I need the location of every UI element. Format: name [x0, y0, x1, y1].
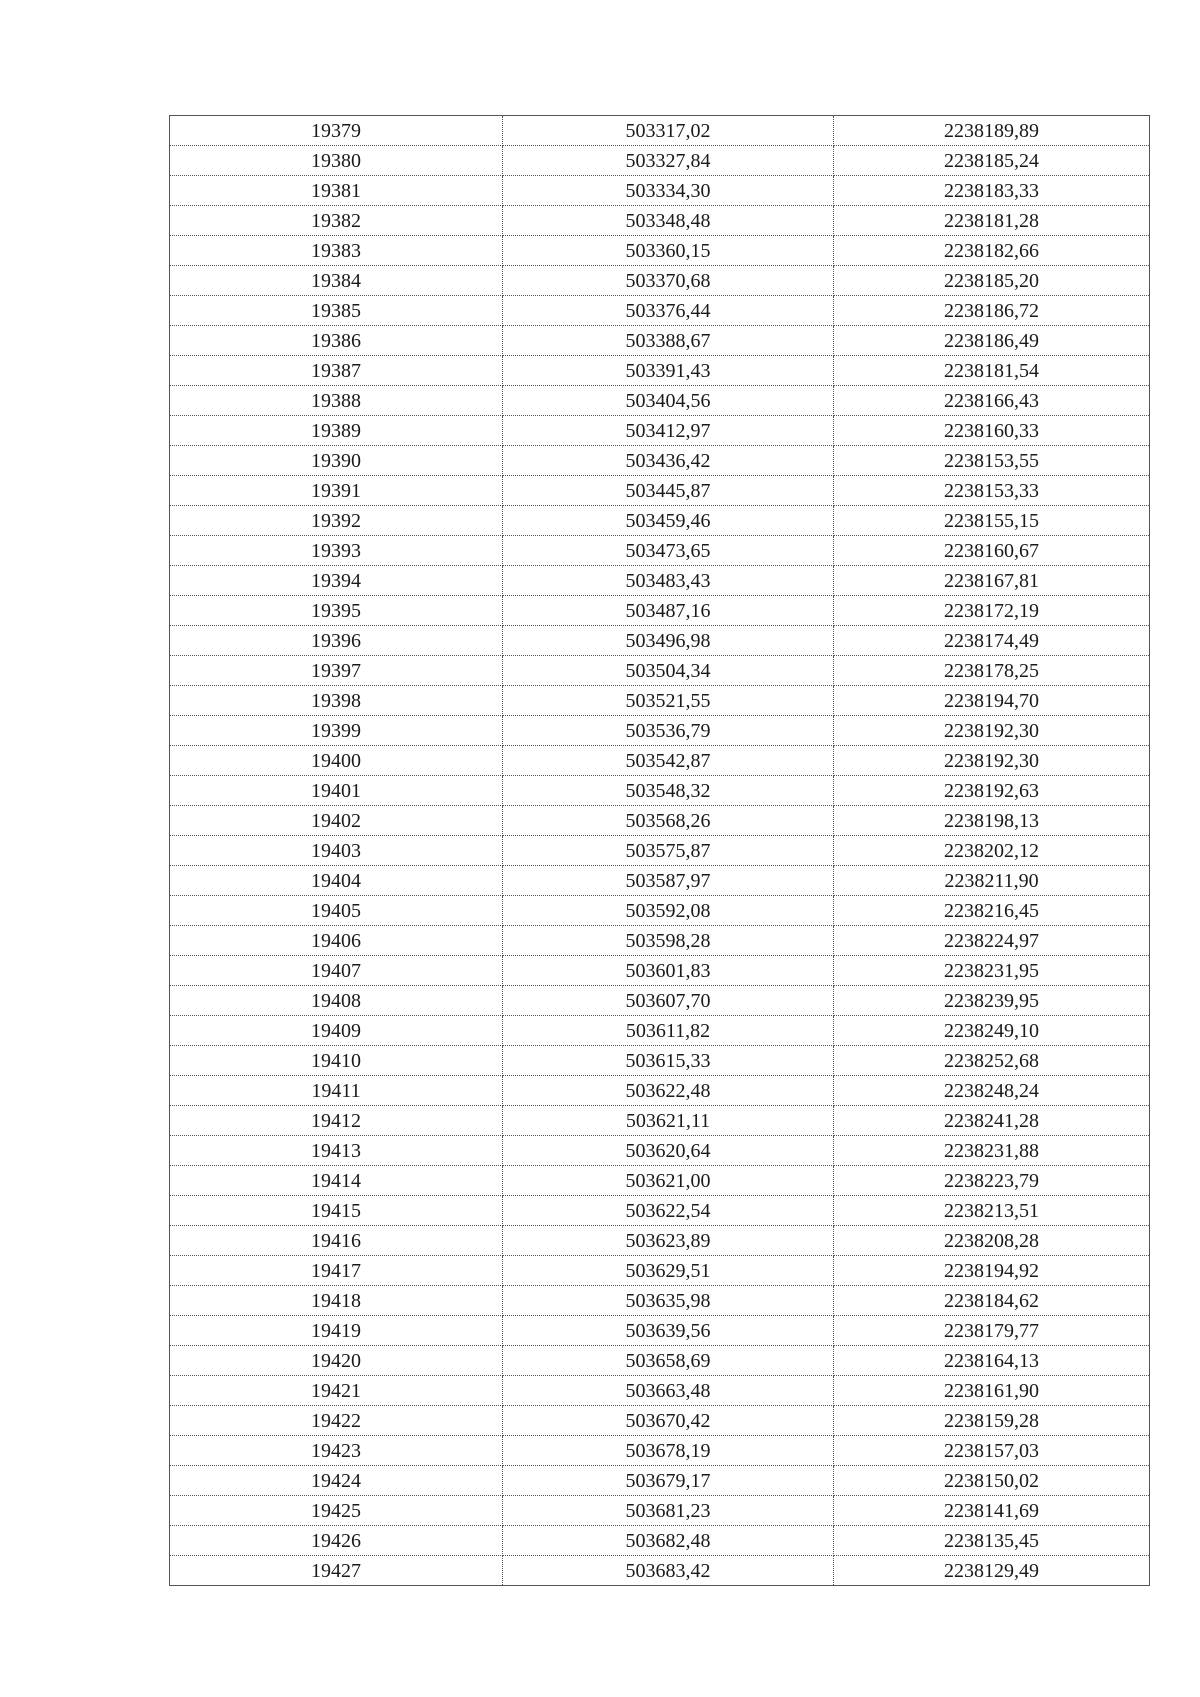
- y-coordinate-cell: 2238141,69: [834, 1496, 1150, 1526]
- table-row: [170, 1436, 1150, 1466]
- point-number-cell: 19382: [170, 206, 503, 236]
- point-number-cell: 19401: [170, 776, 503, 806]
- table-row: [170, 266, 1150, 296]
- x-coordinate-cell: 503683,42: [503, 1556, 834, 1586]
- point-number-cell: 19385: [170, 296, 503, 326]
- point-number-cell: 19390: [170, 446, 503, 476]
- point-number-cell: 19380: [170, 146, 503, 176]
- y-coordinate-cell: 2238153,55: [834, 446, 1150, 476]
- table-row: [170, 116, 1150, 146]
- table-row: [170, 986, 1150, 1016]
- y-coordinate-cell: 2238182,66: [834, 236, 1150, 266]
- x-coordinate-cell: 503473,65: [503, 536, 834, 566]
- table-row: [170, 1556, 1150, 1586]
- x-coordinate-cell: 503348,48: [503, 206, 834, 236]
- table-row: [170, 626, 1150, 656]
- point-number-cell: 19420: [170, 1346, 503, 1376]
- y-coordinate-cell: 2238186,72: [834, 296, 1150, 326]
- y-coordinate-cell: 2238166,43: [834, 386, 1150, 416]
- point-number-cell: 19422: [170, 1406, 503, 1436]
- y-coordinate-cell: 2238194,92: [834, 1256, 1150, 1286]
- point-number-cell: 19381: [170, 176, 503, 206]
- table-row: [170, 836, 1150, 866]
- y-coordinate-cell: 2238249,10: [834, 1016, 1150, 1046]
- y-coordinate-cell: 2238181,28: [834, 206, 1150, 236]
- point-number-cell: 19421: [170, 1376, 503, 1406]
- x-coordinate-cell: 503592,08: [503, 896, 834, 926]
- y-coordinate-cell: 2238223,79: [834, 1166, 1150, 1196]
- point-number-cell: 19405: [170, 896, 503, 926]
- x-coordinate-cell: 503445,87: [503, 476, 834, 506]
- x-coordinate-cell: 503487,16: [503, 596, 834, 626]
- x-coordinate-cell: 503670,42: [503, 1406, 834, 1436]
- point-number-cell: 19396: [170, 626, 503, 656]
- x-coordinate-cell: 503536,79: [503, 716, 834, 746]
- x-coordinate-cell: 503639,56: [503, 1316, 834, 1346]
- table-row: [170, 1376, 1150, 1406]
- table-row: [170, 1196, 1150, 1226]
- point-number-cell: 19416: [170, 1226, 503, 1256]
- y-coordinate-cell: 2238192,63: [834, 776, 1150, 806]
- point-number-cell: 19392: [170, 506, 503, 536]
- table-row: [170, 446, 1150, 476]
- point-number-cell: 19388: [170, 386, 503, 416]
- point-number-cell: 19414: [170, 1166, 503, 1196]
- table-row: [170, 806, 1150, 836]
- x-coordinate-cell: 503436,42: [503, 446, 834, 476]
- table-row: [170, 596, 1150, 626]
- y-coordinate-cell: 2238186,49: [834, 326, 1150, 356]
- point-number-cell: 19406: [170, 926, 503, 956]
- y-coordinate-cell: 2238155,15: [834, 506, 1150, 536]
- y-coordinate-cell: 2238157,03: [834, 1436, 1150, 1466]
- x-coordinate-cell: 503376,44: [503, 296, 834, 326]
- x-coordinate-cell: 503621,00: [503, 1166, 834, 1196]
- y-coordinate-cell: 2238174,49: [834, 626, 1150, 656]
- point-number-cell: 19413: [170, 1136, 503, 1166]
- point-number-cell: 19417: [170, 1256, 503, 1286]
- table-row: [170, 1076, 1150, 1106]
- y-coordinate-cell: 2238211,90: [834, 866, 1150, 896]
- x-coordinate-cell: 503391,43: [503, 356, 834, 386]
- x-coordinate-cell: 503542,87: [503, 746, 834, 776]
- x-coordinate-cell: 503620,64: [503, 1136, 834, 1166]
- point-number-cell: 19394: [170, 566, 503, 596]
- y-coordinate-cell: 2238167,81: [834, 566, 1150, 596]
- point-number-cell: 19423: [170, 1436, 503, 1466]
- table-row: [170, 386, 1150, 416]
- y-coordinate-cell: 2238160,33: [834, 416, 1150, 446]
- point-number-cell: 19387: [170, 356, 503, 386]
- point-number-cell: 19397: [170, 656, 503, 686]
- point-number-cell: 19403: [170, 836, 503, 866]
- x-coordinate-cell: 503548,32: [503, 776, 834, 806]
- x-coordinate-cell: 503370,68: [503, 266, 834, 296]
- y-coordinate-cell: 2238239,95: [834, 986, 1150, 1016]
- x-coordinate-cell: 503504,34: [503, 656, 834, 686]
- table-row: [170, 1136, 1150, 1166]
- table-row: [170, 866, 1150, 896]
- x-coordinate-cell: 503496,98: [503, 626, 834, 656]
- y-coordinate-cell: 2238248,24: [834, 1076, 1150, 1106]
- y-coordinate-cell: 2238135,45: [834, 1526, 1150, 1556]
- y-coordinate-cell: 2238213,51: [834, 1196, 1150, 1226]
- point-number-cell: 19395: [170, 596, 503, 626]
- point-number-cell: 19398: [170, 686, 503, 716]
- point-number-cell: 19407: [170, 956, 503, 986]
- table-row: [170, 1496, 1150, 1526]
- table-row: [170, 1316, 1150, 1346]
- x-coordinate-cell: 503622,48: [503, 1076, 834, 1106]
- x-coordinate-cell: 503635,98: [503, 1286, 834, 1316]
- point-number-cell: 19418: [170, 1286, 503, 1316]
- y-coordinate-cell: 2238241,28: [834, 1106, 1150, 1136]
- x-coordinate-cell: 503521,55: [503, 686, 834, 716]
- table-row: [170, 1106, 1150, 1136]
- y-coordinate-cell: 2238202,12: [834, 836, 1150, 866]
- table-row: [170, 656, 1150, 686]
- table-row: [170, 776, 1150, 806]
- y-coordinate-cell: 2238153,33: [834, 476, 1150, 506]
- table-row: [170, 416, 1150, 446]
- y-coordinate-cell: 2238159,28: [834, 1406, 1150, 1436]
- y-coordinate-cell: 2238184,62: [834, 1286, 1150, 1316]
- y-coordinate-cell: 2238194,70: [834, 686, 1150, 716]
- y-coordinate-cell: 2238129,49: [834, 1556, 1150, 1586]
- coordinates-table: [169, 115, 1150, 1586]
- point-number-cell: 19426: [170, 1526, 503, 1556]
- point-number-cell: 19402: [170, 806, 503, 836]
- point-number-cell: 19393: [170, 536, 503, 566]
- table-row: [170, 686, 1150, 716]
- x-coordinate-cell: 503388,67: [503, 326, 834, 356]
- table-row: [170, 896, 1150, 926]
- table-row: [170, 1406, 1150, 1436]
- table-row: [170, 146, 1150, 176]
- table-row: [170, 506, 1150, 536]
- x-coordinate-cell: 503404,56: [503, 386, 834, 416]
- y-coordinate-cell: 2238160,67: [834, 536, 1150, 566]
- x-coordinate-cell: 503621,11: [503, 1106, 834, 1136]
- x-coordinate-cell: 503623,89: [503, 1226, 834, 1256]
- x-coordinate-cell: 503601,83: [503, 956, 834, 986]
- table-row: [170, 176, 1150, 206]
- x-coordinate-cell: 503459,46: [503, 506, 834, 536]
- table-row: [170, 926, 1150, 956]
- point-number-cell: 19409: [170, 1016, 503, 1046]
- x-coordinate-cell: 503681,23: [503, 1496, 834, 1526]
- y-coordinate-cell: 2238161,90: [834, 1376, 1150, 1406]
- point-number-cell: 19386: [170, 326, 503, 356]
- table-row: [170, 1016, 1150, 1046]
- x-coordinate-cell: 503575,87: [503, 836, 834, 866]
- x-coordinate-cell: 503663,48: [503, 1376, 834, 1406]
- point-number-cell: 19419: [170, 1316, 503, 1346]
- y-coordinate-cell: 2238216,45: [834, 896, 1150, 926]
- coordinates-table-body: [170, 116, 1150, 1586]
- table-row: [170, 1526, 1150, 1556]
- y-coordinate-cell: 2238192,30: [834, 716, 1150, 746]
- y-coordinate-cell: 2238185,20: [834, 266, 1150, 296]
- y-coordinate-cell: 2238172,19: [834, 596, 1150, 626]
- y-coordinate-cell: 2238178,25: [834, 656, 1150, 686]
- x-coordinate-cell: 503587,97: [503, 866, 834, 896]
- table-row: [170, 326, 1150, 356]
- table-row: [170, 1046, 1150, 1076]
- x-coordinate-cell: 503334,30: [503, 176, 834, 206]
- table-row: [170, 356, 1150, 386]
- y-coordinate-cell: 2238189,89: [834, 116, 1150, 146]
- table-row: [170, 476, 1150, 506]
- point-number-cell: 19410: [170, 1046, 503, 1076]
- table-row: [170, 1286, 1150, 1316]
- table-row: [170, 1166, 1150, 1196]
- y-coordinate-cell: 2238164,13: [834, 1346, 1150, 1376]
- table-row: [170, 566, 1150, 596]
- x-coordinate-cell: 503615,33: [503, 1046, 834, 1076]
- y-coordinate-cell: 2238181,54: [834, 356, 1150, 386]
- point-number-cell: 19391: [170, 476, 503, 506]
- point-number-cell: 19383: [170, 236, 503, 266]
- point-number-cell: 19404: [170, 866, 503, 896]
- x-coordinate-cell: 503607,70: [503, 986, 834, 1016]
- y-coordinate-cell: 2238208,28: [834, 1226, 1150, 1256]
- x-coordinate-cell: 503629,51: [503, 1256, 834, 1286]
- table-row: [170, 206, 1150, 236]
- y-coordinate-cell: 2238179,77: [834, 1316, 1150, 1346]
- point-number-cell: 19415: [170, 1196, 503, 1226]
- y-coordinate-cell: 2238252,68: [834, 1046, 1150, 1076]
- y-coordinate-cell: 2238183,33: [834, 176, 1150, 206]
- x-coordinate-cell: 503360,15: [503, 236, 834, 266]
- y-coordinate-cell: 2238185,24: [834, 146, 1150, 176]
- table-row: [170, 1466, 1150, 1496]
- table-row: [170, 1226, 1150, 1256]
- y-coordinate-cell: 2238198,13: [834, 806, 1150, 836]
- table-row: [170, 1256, 1150, 1286]
- x-coordinate-cell: 503682,48: [503, 1526, 834, 1556]
- table-row: [170, 1346, 1150, 1376]
- point-number-cell: 19379: [170, 116, 503, 146]
- x-coordinate-cell: 503622,54: [503, 1196, 834, 1226]
- point-number-cell: 19408: [170, 986, 503, 1016]
- y-coordinate-cell: 2238192,30: [834, 746, 1150, 776]
- point-number-cell: 19411: [170, 1076, 503, 1106]
- point-number-cell: 19427: [170, 1556, 503, 1586]
- y-coordinate-cell: 2238231,95: [834, 956, 1150, 986]
- y-coordinate-cell: 2238224,97: [834, 926, 1150, 956]
- table-row: [170, 296, 1150, 326]
- point-number-cell: 19389: [170, 416, 503, 446]
- x-coordinate-cell: 503327,84: [503, 146, 834, 176]
- x-coordinate-cell: 503611,82: [503, 1016, 834, 1046]
- x-coordinate-cell: 503412,97: [503, 416, 834, 446]
- x-coordinate-cell: 503317,02: [503, 116, 834, 146]
- x-coordinate-cell: 503483,43: [503, 566, 834, 596]
- x-coordinate-cell: 503658,69: [503, 1346, 834, 1376]
- point-number-cell: 19400: [170, 746, 503, 776]
- x-coordinate-cell: 503678,19: [503, 1436, 834, 1466]
- table-row: [170, 956, 1150, 986]
- table-row: [170, 536, 1150, 566]
- point-number-cell: 19399: [170, 716, 503, 746]
- x-coordinate-cell: 503568,26: [503, 806, 834, 836]
- point-number-cell: 19412: [170, 1106, 503, 1136]
- table-row: [170, 236, 1150, 266]
- table-row: [170, 746, 1150, 776]
- x-coordinate-cell: 503679,17: [503, 1466, 834, 1496]
- y-coordinate-cell: 2238231,88: [834, 1136, 1150, 1166]
- point-number-cell: 19424: [170, 1466, 503, 1496]
- point-number-cell: 19384: [170, 266, 503, 296]
- table-row: [170, 716, 1150, 746]
- point-number-cell: 19425: [170, 1496, 503, 1526]
- y-coordinate-cell: 2238150,02: [834, 1466, 1150, 1496]
- x-coordinate-cell: 503598,28: [503, 926, 834, 956]
